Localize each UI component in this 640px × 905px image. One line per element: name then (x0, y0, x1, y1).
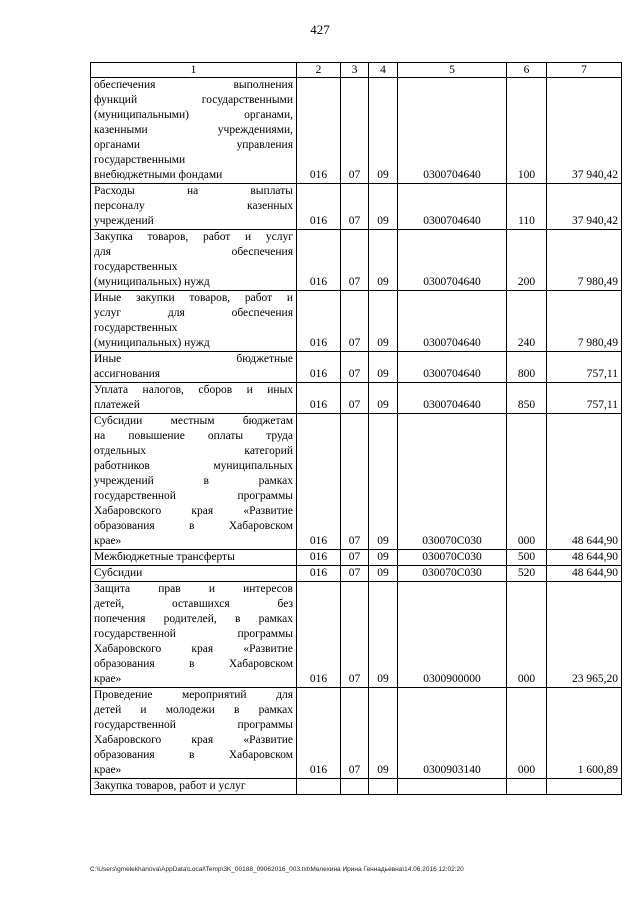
table-row (91, 184, 622, 230)
ministry-code: 016 (297, 184, 341, 230)
target-article-code: 0300704640 (398, 230, 507, 291)
table-row (91, 291, 622, 352)
ministry-code: 016 (297, 383, 341, 414)
ministry-code: 016 (297, 688, 341, 779)
table-row (91, 230, 622, 291)
description-line: Субсидии местным бюджетам (94, 415, 293, 427)
target-article-code: 030070С030 (398, 414, 507, 550)
subsection-code: 09 (369, 230, 398, 291)
row-description (91, 550, 297, 566)
table-row (91, 566, 622, 582)
description-line: для обеспечения (94, 246, 293, 258)
expense-type-code: 100 (507, 78, 547, 184)
description-line: обеспечения выполнения (94, 79, 293, 91)
ministry-code: 016 (297, 582, 341, 688)
section-code: 07 (341, 582, 369, 688)
description-line: государственными (94, 154, 186, 166)
section-code: 07 (341, 291, 369, 352)
column-header: 4 (369, 63, 398, 78)
expense-type-code: 850 (507, 383, 547, 414)
description-line: ассигнования (94, 368, 161, 380)
column-header: 5 (398, 63, 507, 78)
row-description (91, 414, 297, 550)
amount: 7 980,49 (547, 230, 622, 291)
subsection-code: 09 (369, 688, 398, 779)
table-row (91, 779, 622, 795)
expense-type-code (507, 779, 547, 795)
section-code (341, 779, 369, 795)
description-line: детей, оставшихся без (94, 598, 293, 610)
description-line: Иные бюджетные (94, 353, 293, 365)
amount (547, 779, 622, 795)
description-line: казенными учреждениями, (94, 124, 293, 136)
page-number: 427 (310, 22, 330, 37)
description-line: органами управления (94, 139, 293, 151)
description-line: функций государственными (94, 94, 293, 106)
expense-type-code: 500 (507, 550, 547, 566)
subsection-code: 09 (369, 414, 398, 550)
description-line: (муниципальными) органами, (94, 109, 293, 121)
description-line: государственных (94, 322, 178, 334)
section-code: 07 (341, 78, 369, 184)
expense-type-code: 800 (507, 352, 547, 383)
description-line: государственной программы (94, 719, 293, 731)
row-description (91, 184, 297, 230)
amount: 23 965,20 (547, 582, 622, 688)
description-line: крае» (94, 535, 122, 547)
ministry-code: 016 (297, 291, 341, 352)
section-code: 07 (341, 383, 369, 414)
section-code: 07 (341, 184, 369, 230)
column-header: 6 (507, 63, 547, 78)
target-article-code: 030070С030 (398, 550, 507, 566)
description-line: государственной программы (94, 628, 293, 640)
subsection-code: 09 (369, 582, 398, 688)
target-article-code: 0300704640 (398, 291, 507, 352)
row-description (91, 383, 297, 414)
ministry-code: 016 (297, 566, 341, 582)
subsection-code: 09 (369, 550, 398, 566)
description-line: Уплата налогов, сборов и иных (94, 384, 293, 396)
description-line: внебюджетными фондами (94, 169, 223, 181)
section-code: 07 (341, 352, 369, 383)
target-article-code: 0300704640 (398, 352, 507, 383)
column-header: 3 (341, 63, 369, 78)
section-code: 07 (341, 230, 369, 291)
expense-type-code: 200 (507, 230, 547, 291)
row-description (91, 688, 297, 779)
amount: 37 940,42 (547, 184, 622, 230)
section-code: 07 (341, 550, 369, 566)
subsection-code: 09 (369, 352, 398, 383)
subsection-code: 09 (369, 184, 398, 230)
description-line: Хабаровского края «Развитие (94, 505, 293, 517)
target-article-code: 0300900000 (398, 582, 507, 688)
description-line: работников муниципальных (94, 460, 293, 472)
description-line: образования в Хабаровском (94, 658, 293, 670)
description-line: платежей (94, 399, 140, 411)
amount: 48 644,90 (547, 550, 622, 566)
ministry-code (297, 779, 341, 795)
row-description (91, 582, 297, 688)
budget-table (90, 62, 622, 795)
description-line: Хабаровского края «Развитие (94, 734, 293, 746)
description-line: Межбюджетные трансферты (94, 551, 235, 563)
expense-type-code: 240 (507, 291, 547, 352)
description-line: образования в Хабаровском (94, 520, 293, 532)
table-row (91, 414, 622, 550)
description-line: Расходы на выплаты (94, 185, 293, 197)
description-line: отдельных категорий (94, 445, 293, 457)
file-path-footer: C:\Users\gmelekhanova\AppData\Local\Temp\3K_00188_09062016_003.txt\Мелехина Ирина Геннадьевна\14.06.2016 12:02:20 (90, 866, 464, 873)
description-line: Закупка товаров, работ и услуг (94, 780, 246, 792)
target-article-code: 030070С030 (398, 566, 507, 582)
subsection-code: 09 (369, 383, 398, 414)
target-article-code (398, 779, 507, 795)
description-line: попечения родителей, в рамках (94, 613, 293, 625)
amount: 757,11 (547, 352, 622, 383)
description-line: Проведение мероприятий для (94, 689, 293, 701)
column-header: 2 (297, 63, 341, 78)
target-article-code: 0300903140 (398, 688, 507, 779)
row-description (91, 566, 297, 582)
column-header: 7 (547, 63, 622, 78)
row-description (91, 230, 297, 291)
amount: 48 644,90 (547, 566, 622, 582)
description-line: учреждений (94, 215, 154, 227)
table-row (91, 383, 622, 414)
description-line: Иные закупки товаров, работ и (94, 292, 293, 304)
description-line: (муниципальных) нужд (94, 337, 210, 349)
row-description (91, 78, 297, 184)
description-line: образования в Хабаровском (94, 749, 293, 761)
description-line: детей и молодежи в рамках (94, 704, 293, 716)
description-line: государственной программы (94, 490, 293, 502)
target-article-code: 0300704640 (398, 78, 507, 184)
ministry-code: 016 (297, 550, 341, 566)
description-line: персоналу казенных (94, 200, 293, 212)
table-header-row (91, 63, 622, 78)
ministry-code: 016 (297, 414, 341, 550)
amount: 757,11 (547, 383, 622, 414)
description-line: Закупка товаров, работ и услуг (94, 231, 293, 243)
ministry-code: 016 (297, 78, 341, 184)
row-description (91, 779, 297, 795)
description-line: Субсидии (94, 567, 143, 579)
table-row (91, 352, 622, 383)
description-line: учреждений в рамках (94, 475, 293, 487)
ministry-code: 016 (297, 352, 341, 383)
table-row (91, 688, 622, 779)
subsection-code (369, 779, 398, 795)
description-line: крае» (94, 764, 122, 776)
description-line: услуг для обеспечения (94, 307, 293, 319)
table-row (91, 582, 622, 688)
expense-type-code: 000 (507, 688, 547, 779)
expense-type-code: 000 (507, 414, 547, 550)
target-article-code: 0300704640 (398, 383, 507, 414)
description-line: на повышение оплаты труда (94, 430, 293, 442)
description-line: государственных (94, 261, 178, 273)
expense-type-code: 110 (507, 184, 547, 230)
amount: 48 644,90 (547, 414, 622, 550)
description-line: крае» (94, 673, 122, 685)
expense-type-code: 000 (507, 582, 547, 688)
target-article-code: 0300704640 (398, 184, 507, 230)
row-description (91, 291, 297, 352)
table-row (91, 78, 622, 184)
ministry-code: 016 (297, 230, 341, 291)
description-line: Хабаровского края «Развитие (94, 643, 293, 655)
row-description (91, 352, 297, 383)
subsection-code: 09 (369, 78, 398, 184)
section-code: 07 (341, 566, 369, 582)
expense-type-code: 520 (507, 566, 547, 582)
subsection-code: 09 (369, 291, 398, 352)
subsection-code: 09 (369, 566, 398, 582)
description-line: Защита прав и интересов (94, 583, 293, 595)
amount: 37 940,42 (547, 78, 622, 184)
amount: 1 600,89 (547, 688, 622, 779)
section-code: 07 (341, 688, 369, 779)
section-code: 07 (341, 414, 369, 550)
amount: 7 980,49 (547, 291, 622, 352)
column-header: 1 (91, 63, 297, 78)
table-row (91, 550, 622, 566)
description-line: (муниципальных) нужд (94, 276, 210, 288)
